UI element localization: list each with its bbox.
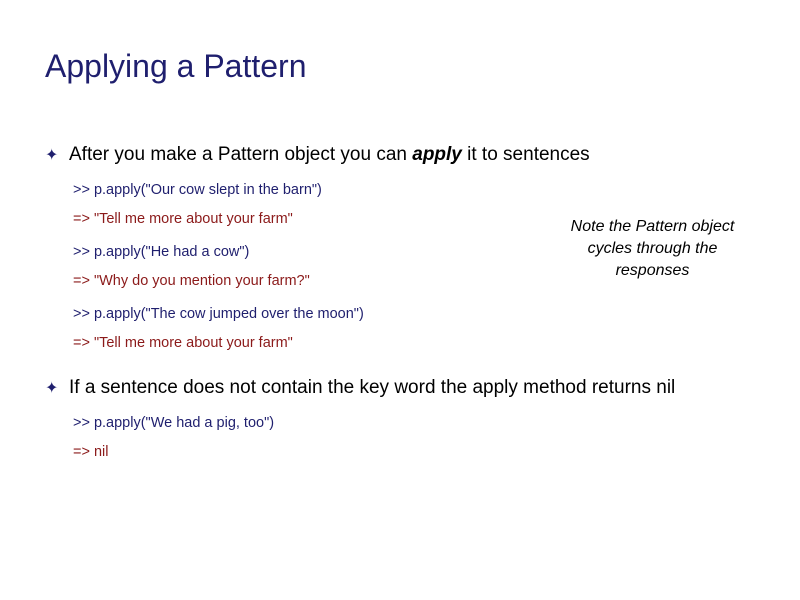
bullet-nil — [45, 377, 675, 399]
bullet-star-icon: ✦ — [45, 147, 59, 164]
code-input-2: >> p.apply("He had a cow") — [73, 244, 250, 260]
bullet-apply — [45, 144, 590, 166]
bullet-star-icon: ✦ — [45, 380, 59, 397]
code-output-3: => "Tell me more about your farm" — [73, 335, 293, 351]
code-output-1: => "Tell me more about your farm" — [73, 211, 293, 227]
bullet-text: If a sentence does not contain the key word the apply method returns nil — [69, 377, 676, 398]
bullet-text-after: it to sentences — [461, 144, 590, 165]
slide-title: Applying a Pattern — [45, 48, 307, 84]
bullet-emphasis: apply — [412, 144, 462, 165]
code-input-4: >> p.apply("We had a pig, too") — [73, 415, 275, 431]
code-output-2: => "Why do you mention your farm?" — [73, 273, 310, 289]
bullet-text-before: After you make a Pattern object you can — [69, 144, 413, 165]
code-input-1: >> p.apply("Our cow slept in the barn") — [73, 182, 322, 198]
code-input-3: >> p.apply("The cow jumped over the moon") — [73, 306, 364, 322]
note-callout: Note the Pattern object cycles through the responses — [570, 218, 735, 279]
code-output-4: => nil — [73, 444, 109, 460]
